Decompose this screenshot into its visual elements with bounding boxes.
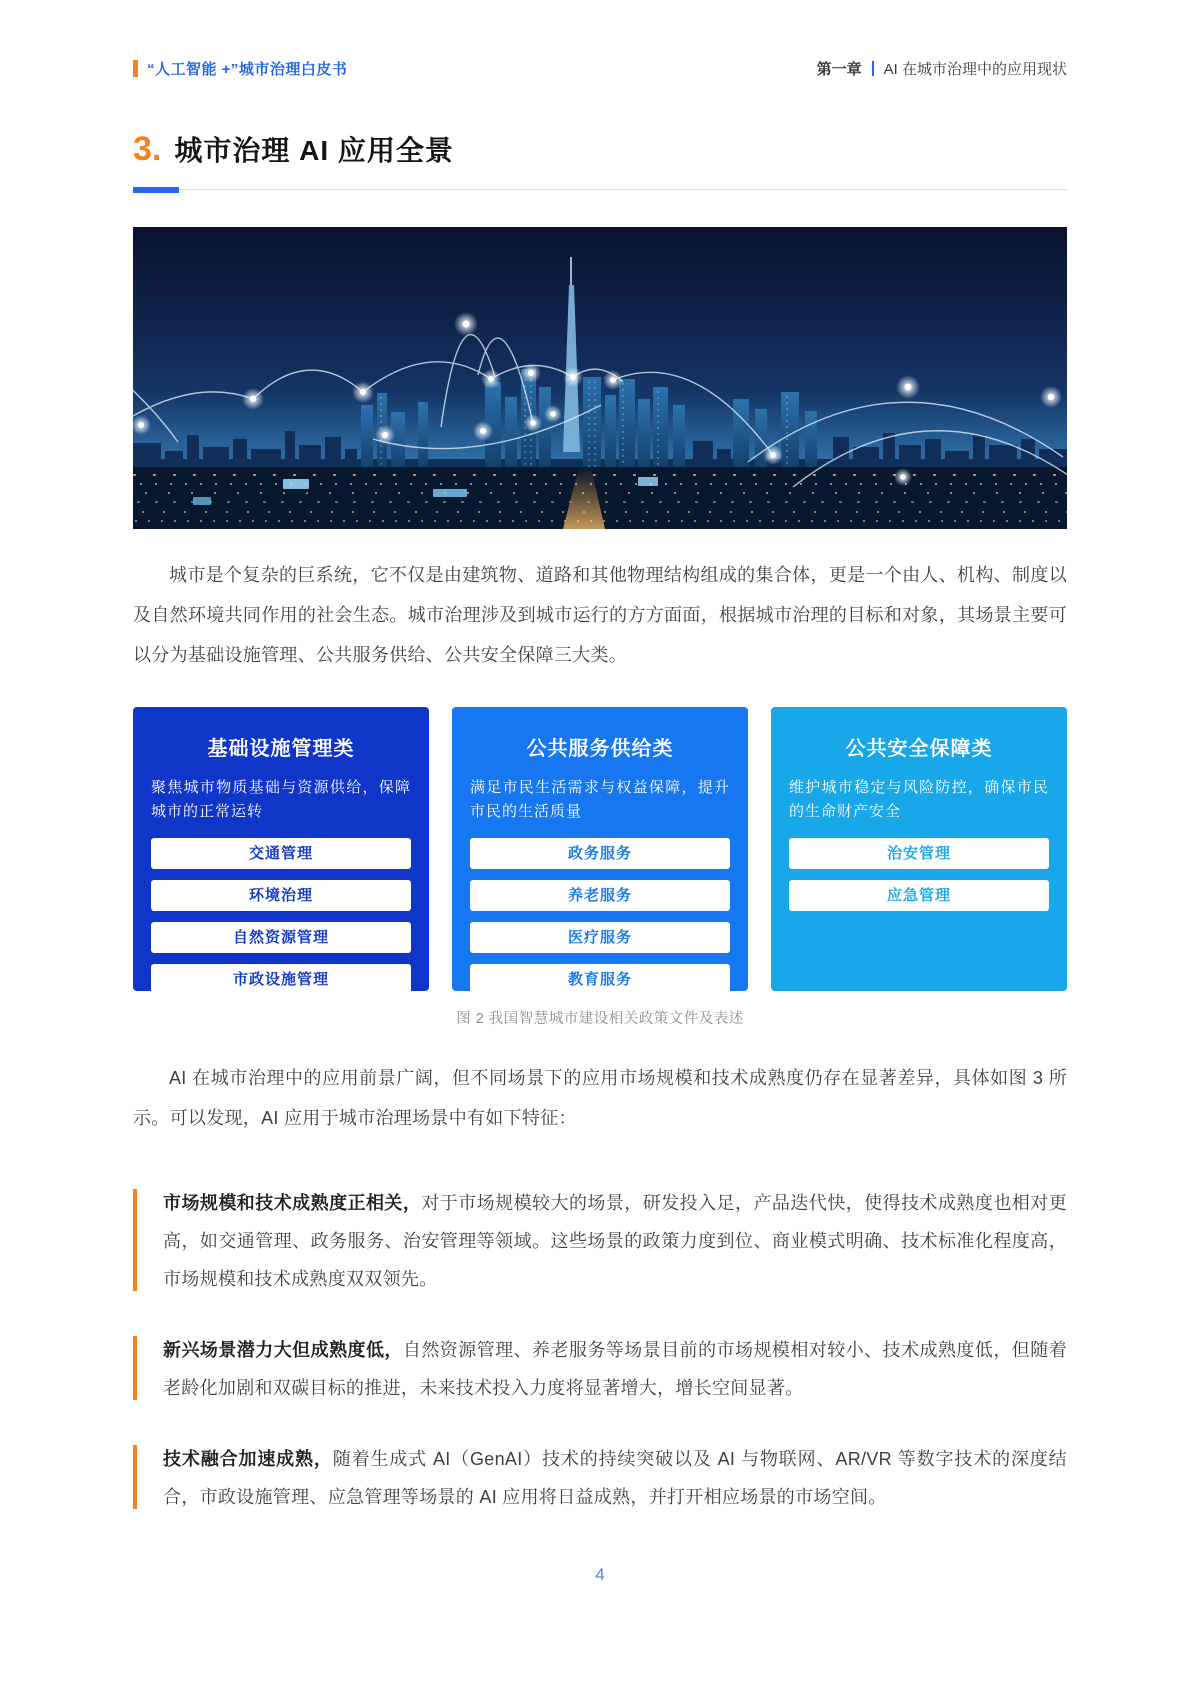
second-paragraph: AI 在城市治理中的应用前景广阔，但不同场景下的应用市场规模和技术成熟度仍存在显著差异，具体如图 3 所示。可以发现，AI 应用于城市治理场景中有如下特征： [133, 1068, 1067, 1128]
feature-item [133, 1331, 1067, 1407]
feature-text [163, 1184, 1067, 1298]
header-left [133, 58, 347, 79]
category-cards [133, 707, 1067, 991]
card-description: 聚焦城市物质基础与资源供给，保障城市的正常运转 [151, 779, 411, 820]
card-public-service [452, 707, 748, 991]
chapter-number: 第一章 [816, 61, 862, 78]
header-right [817, 58, 1067, 79]
orange-bullet-bar [133, 1445, 137, 1509]
card-title: 公共安全保障类 [845, 738, 993, 760]
card-title: 公共服务供给类 [526, 738, 674, 760]
card-item-public-security: 治安管理 [789, 838, 1049, 869]
card-item-emergency-management: 应急管理 [789, 880, 1049, 911]
feature-lead: 技术融合加速成熟， [163, 1449, 333, 1469]
feature-text [163, 1440, 1067, 1516]
feature-lead: 市场规模和技术成熟度正相关， [163, 1193, 422, 1213]
card-public-safety [771, 707, 1067, 991]
feature-body: 自然资源管理、养老服务等场景目前的市场规模相对较小、技术成熟度低，但随着老龄化加剧和双碳目标的推进，未来技术投入力度将显著增大，增长空间显著。 [163, 1340, 1067, 1398]
orange-bullet-bar [133, 1336, 137, 1400]
card-description: 满足市民生活需求与权益保障，提升市民的生活质量 [470, 779, 730, 820]
card-item-natural-resources: 自然资源管理 [151, 922, 411, 953]
card-item-medical-service: 医疗服务 [470, 922, 730, 953]
card-infrastructure [133, 707, 429, 991]
card-description: 维护城市稳定与风险防控，确保市民的生命财产安全 [789, 779, 1049, 820]
section-heading [133, 129, 1067, 169]
feature-body: 对于市场规模较大的场景，研发投入足，产品迭代快，使得技术成熟度也相对更高，如交通管理、政务服务、治安管理等领域。这些场景的政策力度到位、商业模式明确、技术标准化程度高，市场规模和技术成熟度双双领先。 [163, 1193, 1067, 1289]
feature-item [133, 1184, 1067, 1298]
card-item-traffic: 交通管理 [151, 838, 411, 869]
city-night-image [133, 227, 1067, 529]
running-header [133, 58, 1067, 79]
orange-accent-bar [133, 60, 138, 77]
card-item-government-service: 政务服务 [470, 838, 730, 869]
feature-item [133, 1440, 1067, 1516]
feature-list [133, 1184, 1067, 1516]
figure-caption: 图 2 我国智慧城市建设相关政策文件及表述 [456, 1011, 744, 1027]
underline-accent [133, 187, 179, 193]
feature-lead: 新兴场景潜力大但成熟度低， [163, 1340, 403, 1360]
header-divider [872, 61, 874, 76]
feature-body: 随着生成式 AI（GenAI）技术的持续突破以及 AI 与物联网、AR/VR 等数字技术的深度结合，市政设施管理、应急管理等场景的 AI 应用将日益成熟，并打开相应场景的市场空间。 [163, 1449, 1067, 1507]
chapter-title: AI 在城市治理中的应用现状 [883, 61, 1067, 78]
card-item-elderly-care: 养老服务 [470, 880, 730, 911]
card-item-municipal-facilities: 市政设施管理 [151, 964, 411, 995]
book-title: “人工智能 +”城市治理白皮书 [147, 61, 348, 78]
section-number: 3. [133, 130, 162, 168]
underline-thin [133, 189, 1067, 190]
feature-text [163, 1331, 1067, 1407]
intro-paragraph: 城市是个复杂的巨系统，它不仅是由建筑物、道路和其他物理结构组成的集合体，更是一个由人、机构、制度以及自然环境共同作用的社会生态。城市治理涉及到城市运行的方方面面，根据城市治理的目标和对象，其场景主要可以分为基础设施管理、公共服务供给、公共安全保障三大类。 [133, 565, 1067, 665]
orange-bullet-bar [133, 1189, 137, 1291]
card-title: 基础设施管理类 [207, 738, 355, 760]
title-underline [133, 187, 1067, 193]
page-number: 4 [595, 1565, 605, 1584]
section-title: 城市治理 AI 应用全景 [174, 135, 454, 166]
card-item-education-service: 教育服务 [470, 964, 730, 995]
card-item-environment: 环境治理 [151, 880, 411, 911]
